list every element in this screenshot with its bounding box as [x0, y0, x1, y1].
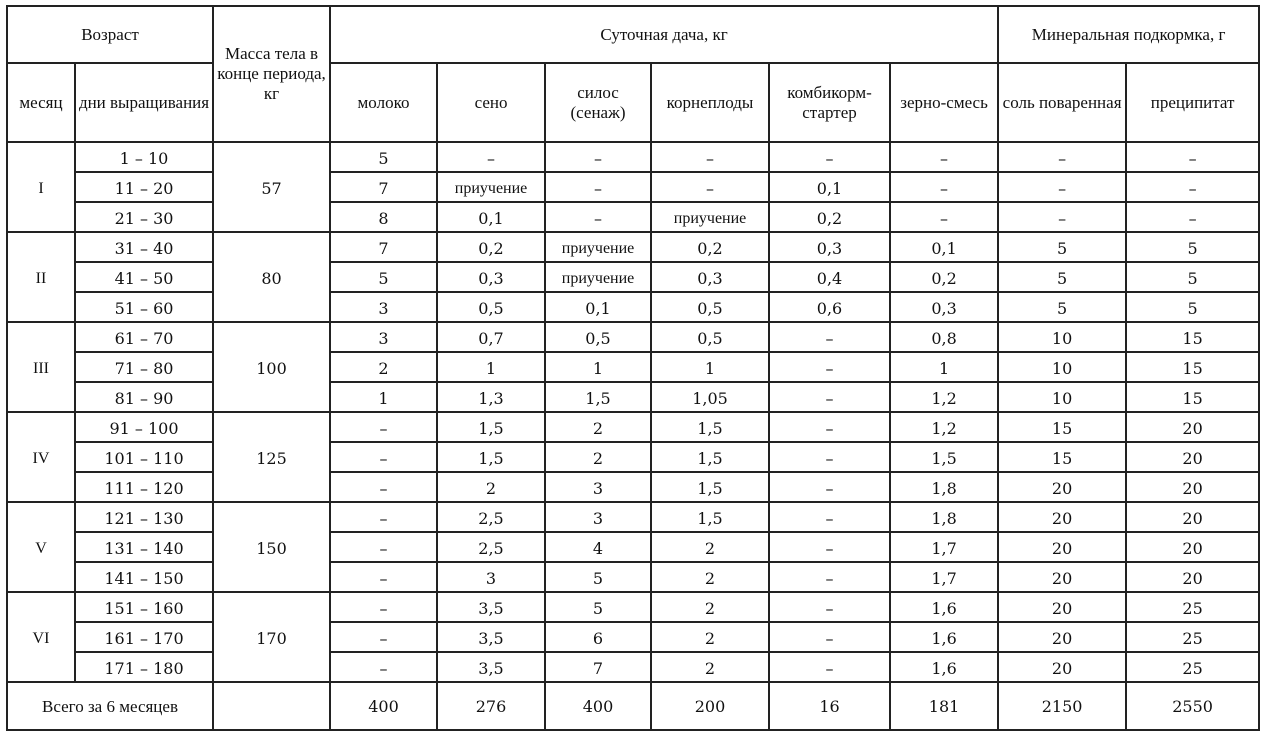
cell-roots: 2: [651, 562, 769, 592]
cell-milk: 5: [330, 262, 437, 292]
table-row: [7, 472, 1259, 502]
cell-feed-starter: –: [769, 352, 890, 382]
cell-hay: 3: [437, 562, 545, 592]
header-roots: корнеплоды: [651, 63, 769, 142]
cell-roots: приучение: [651, 202, 769, 232]
cell-silage: –: [545, 142, 651, 172]
cell-milk: 5: [330, 142, 437, 172]
cell-silage: 1: [545, 352, 651, 382]
cell-silage: 5: [545, 592, 651, 622]
month-cell: I: [7, 142, 75, 232]
cell-salt: 20: [998, 472, 1126, 502]
cell-hay: 0,1: [437, 202, 545, 232]
cell-milk: 3: [330, 292, 437, 322]
cell-grain-mix: 1,7: [890, 562, 998, 592]
cell-milk: –: [330, 622, 437, 652]
cell-precipitate: 25: [1126, 622, 1259, 652]
cell-days: 91 – 100: [75, 412, 213, 442]
cell-precipitate: 25: [1126, 652, 1259, 682]
cell-precipitate: 20: [1126, 442, 1259, 472]
total-row: [7, 682, 1259, 730]
cell-precipitate: 5: [1126, 292, 1259, 322]
month-cell: V: [7, 502, 75, 592]
cell-hay: 1: [437, 352, 545, 382]
cell-salt: –: [998, 142, 1126, 172]
cell-precipitate: 20: [1126, 502, 1259, 532]
mass-cell: 125: [213, 412, 330, 502]
cell-roots: 1,5: [651, 472, 769, 502]
cell-roots: –: [651, 172, 769, 202]
cell-grain-mix: 1,6: [890, 622, 998, 652]
header-precipitate: преципитат: [1126, 63, 1259, 142]
cell-milk: 7: [330, 172, 437, 202]
cell-silage: 1,5: [545, 382, 651, 412]
cell-feed-starter: 0,4: [769, 262, 890, 292]
table-row: [7, 202, 1259, 232]
cell-hay: 3,5: [437, 622, 545, 652]
month-cell: III: [7, 322, 75, 412]
cell-grain-mix: –: [890, 142, 998, 172]
feeding-table: [6, 5, 1260, 731]
cell-hay: 1,3: [437, 382, 545, 412]
table-row: [7, 172, 1259, 202]
cell-milk: –: [330, 532, 437, 562]
cell-salt: 10: [998, 322, 1126, 352]
cell-feed-starter: 0,6: [769, 292, 890, 322]
header-month: месяц: [7, 63, 75, 142]
cell-silage: 0,1: [545, 292, 651, 322]
cell-days: 21 – 30: [75, 202, 213, 232]
cell-salt: 20: [998, 502, 1126, 532]
cell-hay: 0,2: [437, 232, 545, 262]
cell-precipitate: 5: [1126, 232, 1259, 262]
cell-precipitate: 15: [1126, 322, 1259, 352]
cell-feed-starter: –: [769, 472, 890, 502]
cell-grain-mix: 1,7: [890, 532, 998, 562]
cell-salt: –: [998, 172, 1126, 202]
table-row: [7, 352, 1259, 382]
table-row: [7, 652, 1259, 682]
header-milk: молоко: [330, 63, 437, 142]
table-row: [7, 532, 1259, 562]
cell-days: 71 – 80: [75, 352, 213, 382]
cell-milk: 2: [330, 352, 437, 382]
month-cell: IV: [7, 412, 75, 502]
table-row: [7, 142, 1259, 172]
cell-grain-mix: 0,1: [890, 232, 998, 262]
cell-feed-starter: –: [769, 652, 890, 682]
cell-precipitate: 20: [1126, 412, 1259, 442]
cell-salt: –: [998, 202, 1126, 232]
cell-silage: –: [545, 202, 651, 232]
cell-hay: 0,3: [437, 262, 545, 292]
cell-roots: 2: [651, 592, 769, 622]
mass-cell: 150: [213, 502, 330, 592]
table-body: [7, 142, 1259, 730]
cell-silage: 7: [545, 652, 651, 682]
month-cell: II: [7, 232, 75, 322]
cell-hay: 3,5: [437, 652, 545, 682]
cell-silage: 4: [545, 532, 651, 562]
cell-feed-starter: 0,2: [769, 202, 890, 232]
cell-days: 31 – 40: [75, 232, 213, 262]
cell-hay: 2,5: [437, 502, 545, 532]
table-row: [7, 262, 1259, 292]
cell-salt: 20: [998, 562, 1126, 592]
cell-milk: –: [330, 442, 437, 472]
cell-salt: 20: [998, 622, 1126, 652]
cell-roots: 2: [651, 622, 769, 652]
cell-milk: –: [330, 472, 437, 502]
cell-hay: 3,5: [437, 592, 545, 622]
cell-feed-starter: –: [769, 532, 890, 562]
cell-feed-starter: –: [769, 442, 890, 472]
header-mass: Масса тела в конце периода, кг: [213, 6, 330, 142]
cell-days: 11 – 20: [75, 172, 213, 202]
cell-feed-starter: –: [769, 502, 890, 532]
cell-days: 121 – 130: [75, 502, 213, 532]
cell-days: 1 – 10: [75, 142, 213, 172]
cell-silage: 3: [545, 502, 651, 532]
total-precipitate: 2550: [1126, 682, 1259, 730]
cell-days: 41 – 50: [75, 262, 213, 292]
cell-precipitate: 15: [1126, 382, 1259, 412]
cell-milk: 3: [330, 322, 437, 352]
cell-roots: 1: [651, 352, 769, 382]
cell-milk: –: [330, 502, 437, 532]
month-cell: VI: [7, 592, 75, 682]
cell-silage: приучение: [545, 262, 651, 292]
cell-milk: 8: [330, 202, 437, 232]
cell-grain-mix: –: [890, 202, 998, 232]
cell-salt: 20: [998, 532, 1126, 562]
cell-roots: 0,5: [651, 322, 769, 352]
cell-days: 131 – 140: [75, 532, 213, 562]
cell-salt: 5: [998, 262, 1126, 292]
header-feed-starter: комбикорм-стартер: [769, 63, 890, 142]
cell-milk: –: [330, 592, 437, 622]
cell-silage: приучение: [545, 232, 651, 262]
cell-feed-starter: –: [769, 322, 890, 352]
total-label: Всего за 6 месяцев: [7, 682, 213, 730]
total-salt: 2150: [998, 682, 1126, 730]
cell-feed-starter: –: [769, 622, 890, 652]
cell-grain-mix: 1,5: [890, 442, 998, 472]
cell-hay: 2,5: [437, 532, 545, 562]
cell-grain-mix: 1: [890, 352, 998, 382]
cell-feed-starter: –: [769, 382, 890, 412]
cell-hay: 0,7: [437, 322, 545, 352]
header-hay: сено: [437, 63, 545, 142]
cell-precipitate: 20: [1126, 562, 1259, 592]
cell-silage: 6: [545, 622, 651, 652]
cell-salt: 15: [998, 442, 1126, 472]
cell-milk: 7: [330, 232, 437, 262]
cell-days: 81 – 90: [75, 382, 213, 412]
cell-silage: 2: [545, 412, 651, 442]
header-daily-ration: Суточная дача, кг: [330, 6, 998, 63]
cell-silage: 2: [545, 442, 651, 472]
cell-days: 161 – 170: [75, 622, 213, 652]
cell-milk: –: [330, 652, 437, 682]
cell-salt: 20: [998, 652, 1126, 682]
cell-grain-mix: –: [890, 172, 998, 202]
cell-days: 141 – 150: [75, 562, 213, 592]
cell-days: 101 – 110: [75, 442, 213, 472]
cell-silage: 3: [545, 472, 651, 502]
cell-precipitate: –: [1126, 202, 1259, 232]
cell-grain-mix: 1,2: [890, 412, 998, 442]
cell-roots: –: [651, 142, 769, 172]
cell-roots: 1,05: [651, 382, 769, 412]
cell-precipitate: 5: [1126, 262, 1259, 292]
table-row: [7, 592, 1259, 622]
cell-salt: 5: [998, 292, 1126, 322]
total-roots: 200: [651, 682, 769, 730]
header-silage: силос (сенаж): [545, 63, 651, 142]
cell-feed-starter: –: [769, 142, 890, 172]
header-grain-mix: зерно-смесь: [890, 63, 998, 142]
mass-cell: 57: [213, 142, 330, 232]
table-row: [7, 412, 1259, 442]
cell-feed-starter: –: [769, 412, 890, 442]
cell-roots: 1,5: [651, 412, 769, 442]
cell-feed-starter: 0,3: [769, 232, 890, 262]
table-row: [7, 292, 1259, 322]
cell-grain-mix: 1,2: [890, 382, 998, 412]
cell-milk: 1: [330, 382, 437, 412]
table-row: [7, 622, 1259, 652]
cell-days: 51 – 60: [75, 292, 213, 322]
total-milk: 400: [330, 682, 437, 730]
total-silage: 400: [545, 682, 651, 730]
cell-roots: 1,5: [651, 502, 769, 532]
cell-precipitate: –: [1126, 142, 1259, 172]
cell-precipitate: 20: [1126, 532, 1259, 562]
cell-days: 111 – 120: [75, 472, 213, 502]
cell-precipitate: –: [1126, 172, 1259, 202]
cell-days: 151 – 160: [75, 592, 213, 622]
cell-salt: 15: [998, 412, 1126, 442]
header-age: Возраст: [7, 6, 213, 63]
cell-days: 171 – 180: [75, 652, 213, 682]
cell-feed-starter: –: [769, 562, 890, 592]
table-row: [7, 562, 1259, 592]
cell-milk: –: [330, 412, 437, 442]
cell-precipitate: 25: [1126, 592, 1259, 622]
cell-roots: 1,5: [651, 442, 769, 472]
cell-hay: –: [437, 142, 545, 172]
mass-cell: 170: [213, 592, 330, 682]
cell-roots: 0,2: [651, 232, 769, 262]
cell-roots: 2: [651, 652, 769, 682]
cell-silage: 0,5: [545, 322, 651, 352]
cell-grain-mix: 0,2: [890, 262, 998, 292]
mass-cell: 80: [213, 232, 330, 322]
cell-grain-mix: 1,8: [890, 472, 998, 502]
feeding-table-container: [6, 5, 1260, 731]
total-feed-starter: 16: [769, 682, 890, 730]
cell-grain-mix: 0,3: [890, 292, 998, 322]
cell-roots: 0,5: [651, 292, 769, 322]
cell-roots: 2: [651, 532, 769, 562]
cell-hay: 1,5: [437, 442, 545, 472]
header-days: дни выращивания: [75, 63, 213, 142]
mass-cell: 100: [213, 322, 330, 412]
cell-days: 61 – 70: [75, 322, 213, 352]
header-salt: соль поваренная: [998, 63, 1126, 142]
cell-hay: приучение: [437, 172, 545, 202]
cell-milk: –: [330, 562, 437, 592]
cell-roots: 0,3: [651, 262, 769, 292]
total-hay: 276: [437, 682, 545, 730]
cell-salt: 10: [998, 382, 1126, 412]
table-row: [7, 442, 1259, 472]
cell-hay: 2: [437, 472, 545, 502]
table-row: [7, 322, 1259, 352]
total-mass-empty: [213, 682, 330, 730]
cell-feed-starter: 0,1: [769, 172, 890, 202]
cell-hay: 1,5: [437, 412, 545, 442]
cell-grain-mix: 1,6: [890, 592, 998, 622]
cell-salt: 10: [998, 352, 1126, 382]
header-mineral: Минеральная подкормка, г: [998, 6, 1259, 63]
cell-salt: 5: [998, 232, 1126, 262]
table-row: [7, 502, 1259, 532]
cell-hay: 0,5: [437, 292, 545, 322]
cell-grain-mix: 1,8: [890, 502, 998, 532]
cell-silage: –: [545, 172, 651, 202]
total-grain-mix: 181: [890, 682, 998, 730]
table-row: [7, 382, 1259, 412]
cell-precipitate: 15: [1126, 352, 1259, 382]
cell-grain-mix: 1,6: [890, 652, 998, 682]
table-row: [7, 232, 1259, 262]
cell-silage: 5: [545, 562, 651, 592]
cell-precipitate: 20: [1126, 472, 1259, 502]
cell-salt: 20: [998, 592, 1126, 622]
cell-feed-starter: –: [769, 592, 890, 622]
cell-grain-mix: 0,8: [890, 322, 998, 352]
